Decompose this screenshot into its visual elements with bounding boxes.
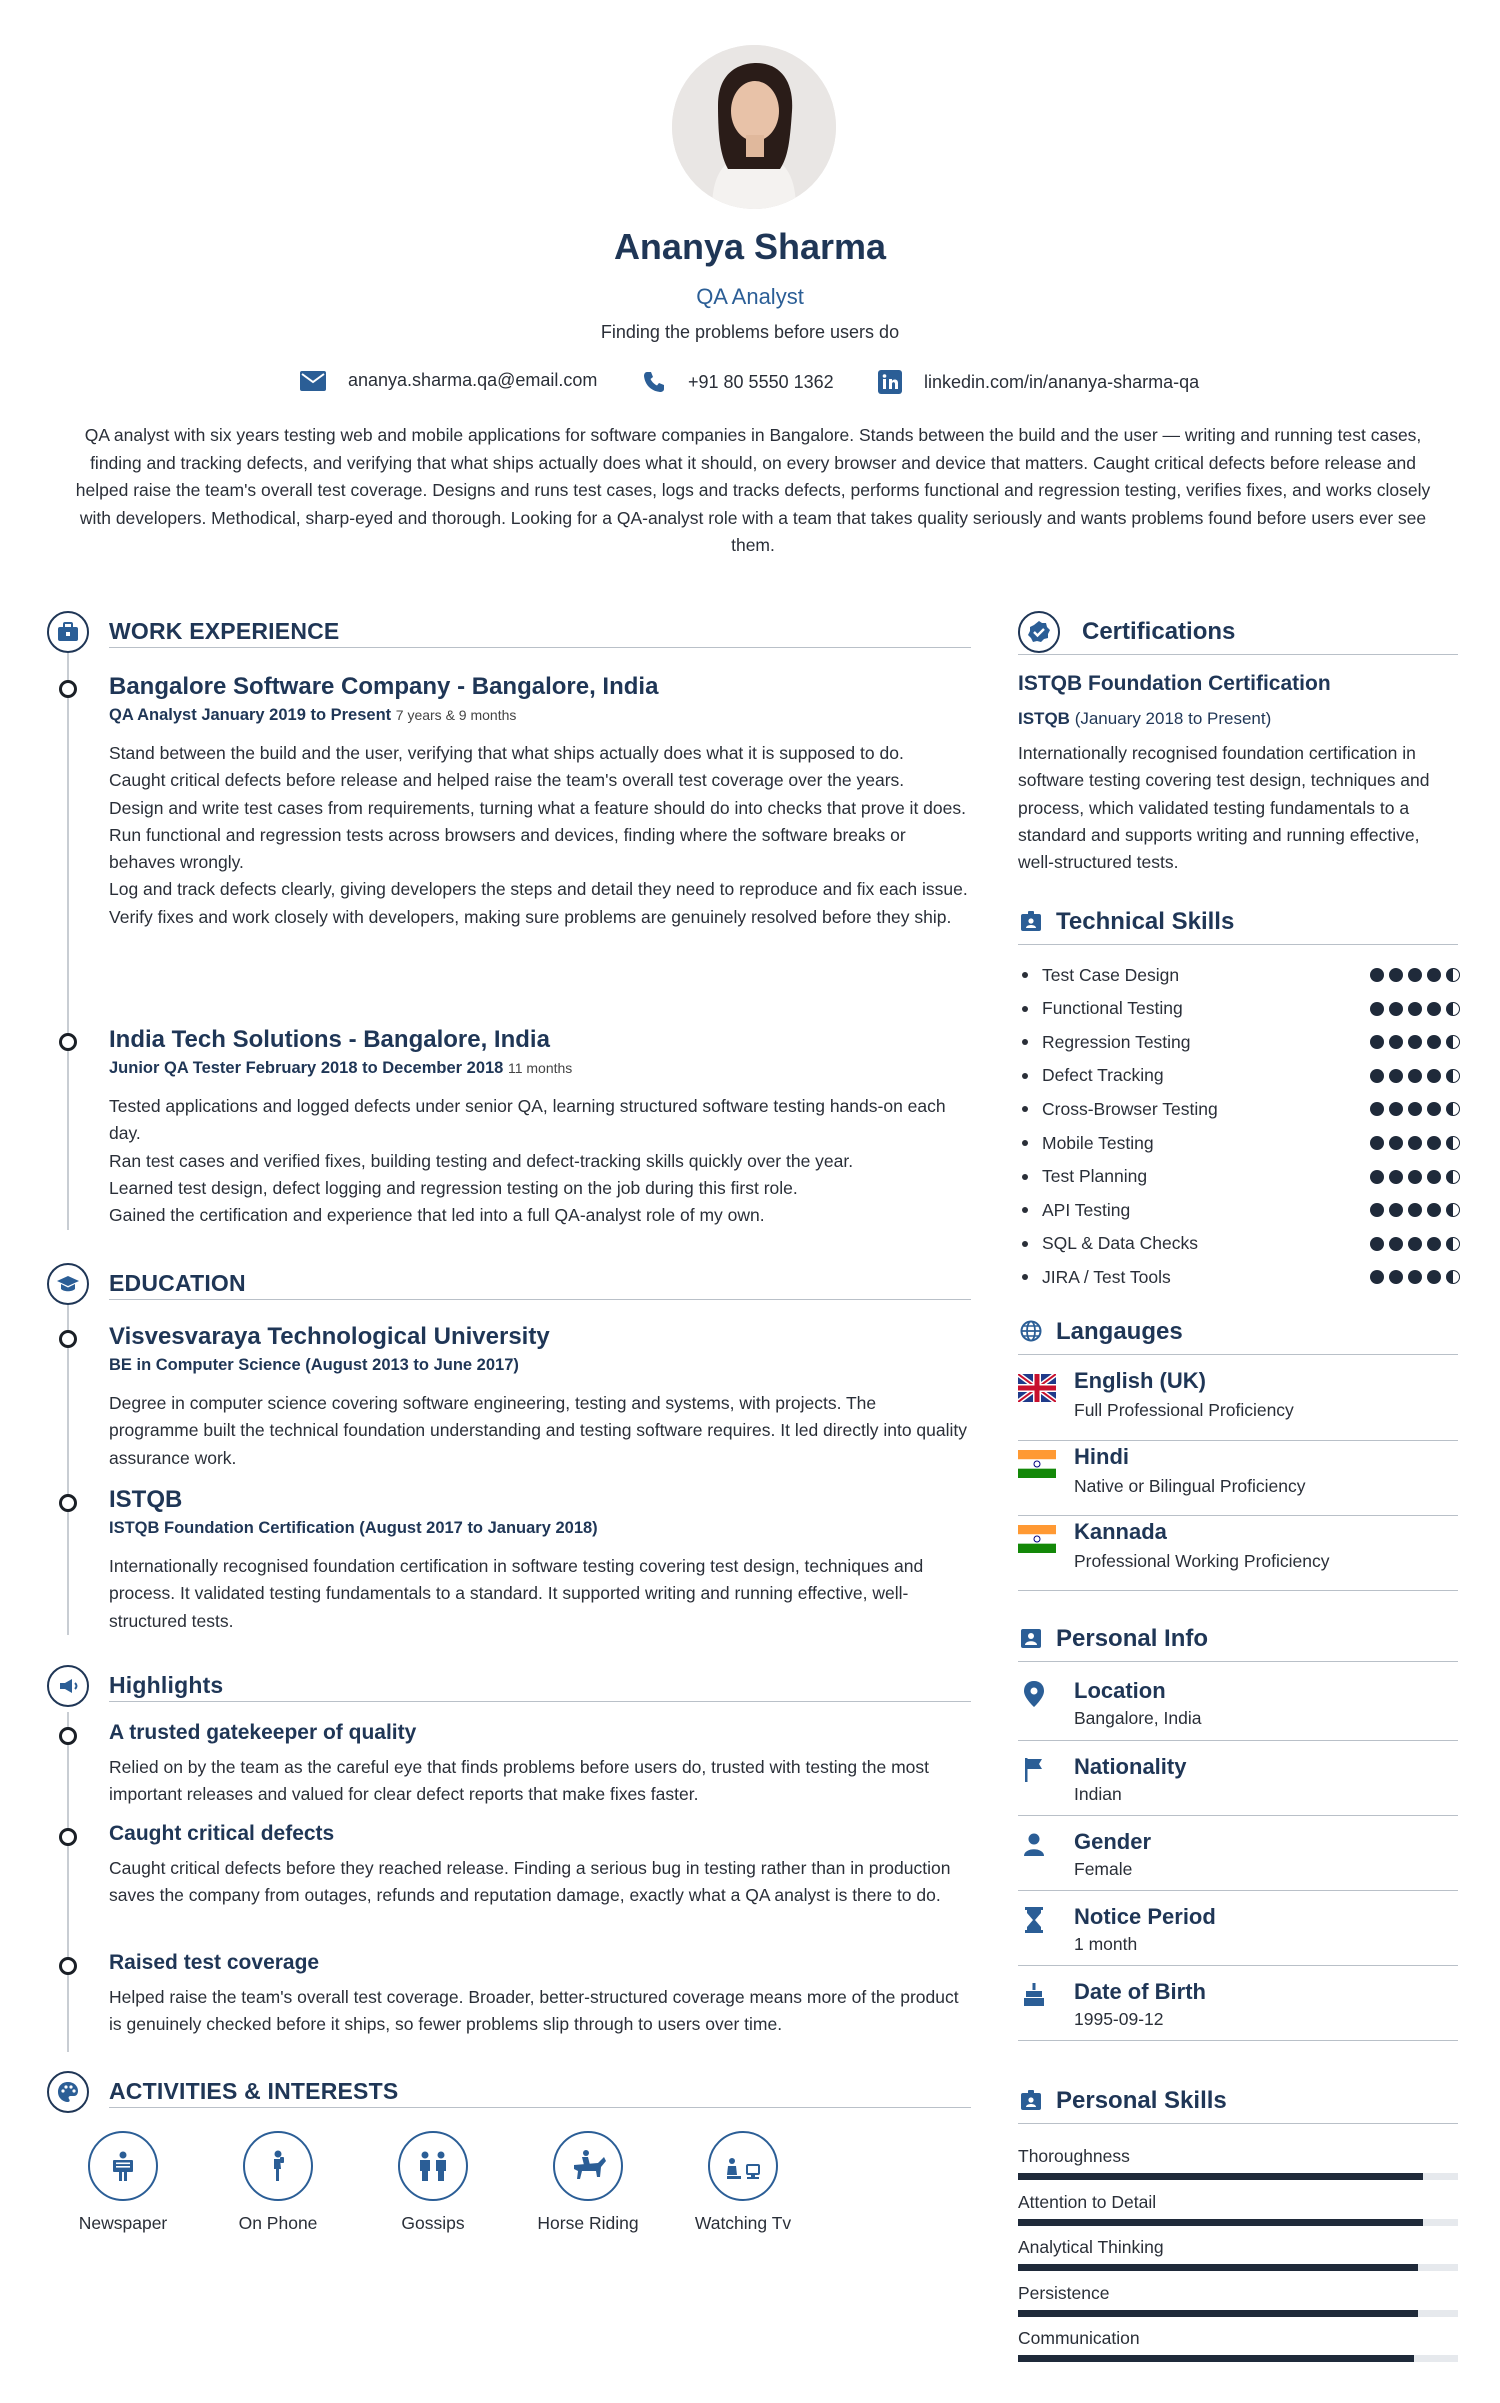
job-duration: 11 months <box>507 1060 573 1076</box>
personal-info-key: Gender <box>1074 1829 1152 1854</box>
activity-item <box>208 2131 348 2234</box>
highlight-title: A trusted gatekeeper of quality <box>109 1721 417 1744</box>
rating-dot <box>1408 1170 1422 1184</box>
rating-dot <box>1446 1203 1460 1217</box>
tech-skill-name: Cross-Browser Testing <box>1042 1098 1218 1119</box>
rating-dot <box>1389 968 1403 982</box>
skill-bar <box>1018 2173 1458 2180</box>
skill-bar-fill <box>1018 2264 1418 2271</box>
rating-dot <box>1446 1035 1460 1049</box>
bullet <box>1022 1039 1028 1045</box>
personal-info-heading: Personal Info <box>1056 1625 1209 1652</box>
certification-dates: (January 2018 to Present) <box>1074 709 1272 728</box>
languages-heading: Langauges <box>1056 1318 1183 1345</box>
tech-skill-name: Regression Testing <box>1042 1031 1191 1052</box>
bullet <box>1022 1207 1028 1213</box>
job-company: India Tech Solutions - Bangalore, India <box>109 1026 550 1053</box>
education-divider <box>109 1299 971 1300</box>
personal-info-row-divider <box>1018 1740 1458 1741</box>
work-divider <box>109 647 971 648</box>
personal-info-row-divider <box>1018 1965 1458 1966</box>
india-flag-icon <box>1018 1450 1056 1478</box>
skill-rating <box>1365 1270 1460 1284</box>
certification-issuer: ISTQB <box>1018 709 1070 728</box>
tech-skill-item <box>1022 1262 1462 1292</box>
education-description: Degree in computer science covering software engineering, testing and systems, with projects. The programme built the technical foundation understanding and testing software requires. It led directly into quality assurance work. <box>109 1393 967 1468</box>
certification-name: ISTQB Foundation Certification <box>1018 672 1331 695</box>
rating-dot <box>1370 1136 1384 1150</box>
activity-label: Gossips <box>401 2213 465 2233</box>
languages-divider <box>1018 1354 1458 1355</box>
email-text: ananya.sharma.qa@email.com <box>348 370 598 390</box>
email-icon <box>300 371 326 391</box>
personal-info-value: Bangalore, India <box>1074 1708 1202 1728</box>
rating-dot <box>1427 1203 1441 1217</box>
certification-description: Internationally recognised foundation certification in software testing covering test design, techniques and process, which validated testing fundamentals to a standard and supports writing and running effective, well-structured tests. <box>1018 743 1430 873</box>
rating-dot <box>1446 1170 1460 1184</box>
personal-skill-name: Attention to Detail <box>1018 2191 1157 2212</box>
rating-dot <box>1389 1069 1403 1083</box>
skill-rating <box>1365 1035 1460 1049</box>
skill-rating <box>1365 1237 1460 1251</box>
personal-info-value: Female <box>1074 1859 1133 1879</box>
degree-dates: (August 2017 to January 2018) <box>359 1519 598 1537</box>
briefcase-icon <box>47 611 89 653</box>
personal-skill-item <box>1018 2328 1458 2362</box>
skill-bar <box>1018 2355 1458 2362</box>
personal-skills-heading: Personal Skills <box>1056 2087 1227 2114</box>
rating-dot <box>1370 1237 1384 1251</box>
person-icon <box>1022 1831 1046 1859</box>
tv-icon <box>723 2149 763 2183</box>
personal-skill-item <box>1018 2146 1458 2180</box>
personal-info-row-divider <box>1018 1815 1458 1816</box>
skill-rating <box>1365 1002 1460 1016</box>
job-line: Run functional and regression tests across browsers and devices, finding where the software breaks or behaves wrongly. <box>109 824 906 873</box>
rating-dot <box>1370 1203 1384 1217</box>
rating-dot <box>1408 1136 1422 1150</box>
bullet <box>1022 1106 1028 1112</box>
language-divider <box>1018 1515 1458 1516</box>
skill-rating <box>1365 1136 1460 1150</box>
skill-bar-fill <box>1018 2355 1414 2362</box>
linkedin-contact[interactable] <box>878 370 1199 394</box>
job-role: QA Analyst <box>109 706 197 724</box>
rating-dot <box>1446 1102 1460 1116</box>
personal-info-item <box>1018 1754 1458 1814</box>
activity-label: On Phone <box>238 2213 318 2233</box>
highlight-description: Relied on by the team as the careful eye that finds problems before users do, trusted with testing the most important releases and valued for clear defect reports that make fixes faster. <box>109 1757 930 1805</box>
degree-line <box>109 1519 598 1538</box>
rating-dot <box>1389 1237 1403 1251</box>
rating-dot <box>1370 968 1384 982</box>
summary: QA analyst with six years testing web and mobile applications for software companies in Bangalore. Stands between the build and the user — writing and running test cases, finding and tracking defects, and verifying that what ships actually does what it should, on every browser and device that matters. Caught critical defects before release and helped raise the team's overall test coverage. Designs and runs test cases, logs and tracks defects, performs functional and regression testing, verifies fixes, and works closely with developers. Methodical, sharp-eyed and thorough. Looking for a QA-analyst role with a team that takes quality seriously and wants problems found before users ever see them. <box>75 425 1431 555</box>
rating-dot <box>1389 1170 1403 1184</box>
globe-icon <box>1020 1320 1042 1342</box>
rating-dot <box>1389 1002 1403 1016</box>
rating-dot <box>1408 1069 1422 1083</box>
school-name: ISTQB <box>109 1486 183 1513</box>
personal-skill-name: Persistence <box>1018 2282 1110 2303</box>
job-line: Stand between the build and the user, verifying that what ships actually does what it is supposed to do. <box>109 743 904 763</box>
phone-text: +91 80 5550 1362 <box>688 371 834 392</box>
job-line: Caught critical defects before release and helped raise the team's overall test coverage over the years. <box>109 770 905 791</box>
contact-bar <box>0 370 1500 400</box>
rating-dot <box>1370 1170 1384 1184</box>
rating-dot <box>1389 1136 1403 1150</box>
bullet <box>1022 1274 1028 1280</box>
skill-rating <box>1365 1069 1460 1083</box>
activities-heading: ACTIVITIES & INTERESTS <box>109 2078 399 2104</box>
language-divider <box>1018 1440 1458 1441</box>
activity-item <box>53 2131 193 2234</box>
work-timeline <box>67 640 69 1230</box>
language-item <box>1018 1519 1458 1581</box>
cake-icon <box>1022 1981 1046 2009</box>
tech-skill-name: Defect Tracking <box>1042 1065 1164 1086</box>
personal-skill-item <box>1018 2237 1458 2271</box>
contact-card-icon <box>1020 1627 1042 1649</box>
education-description: Internationally recognised foundation certification in software testing covering test design, techniques and process. It validated testing fundamentals to a standard. It supported writing and running effective, well-structured tests. <box>109 1556 924 1631</box>
highlights-divider <box>109 1701 971 1702</box>
tech-skill-name: Test Case Design <box>1042 964 1180 985</box>
language-name: English (UK) <box>1074 1368 1206 1393</box>
timeline-dot <box>59 1494 77 1512</box>
degree-dates: (August 2013 to June 2017) <box>305 1356 519 1374</box>
personal-info-item <box>1018 1979 1458 2039</box>
personal-skill-name: Analytical Thinking <box>1018 2237 1164 2257</box>
location-pin-icon <box>1022 1680 1046 1708</box>
personal-info-row-divider <box>1018 2040 1458 2041</box>
timeline-dot <box>59 1330 77 1348</box>
skill-bar <box>1018 2264 1458 2271</box>
activity-label: Horse Riding <box>537 2213 639 2233</box>
bullet <box>1022 1006 1028 1012</box>
job-role-line <box>109 706 516 725</box>
personal-info-key: Location <box>1074 1678 1166 1703</box>
personal-info-value: 1 month <box>1074 1934 1138 1954</box>
personal-skill-name: Thoroughness <box>1018 2146 1130 2166</box>
timeline-dot <box>59 1033 77 1051</box>
work-heading: WORK EXPERIENCE <box>109 618 340 644</box>
skill-rating <box>1365 1203 1460 1217</box>
personal-info-divider <box>1018 1661 1458 1662</box>
personal-info-item <box>1018 1678 1458 1738</box>
phone-contact[interactable] <box>642 370 834 394</box>
degree: BE in Computer Science <box>109 1356 301 1374</box>
job-dates: February 2018 to December 2018 <box>245 1059 504 1077</box>
tech-skill-item <box>1022 960 1462 990</box>
personal-info-key: Nationality <box>1074 1754 1187 1779</box>
personal-skill-item <box>1018 2192 1458 2226</box>
phone-icon <box>642 370 666 394</box>
tech-skill-name: API Testing <box>1042 1199 1131 1220</box>
tech-skills-heading: Technical Skills <box>1056 908 1235 935</box>
tech-skill-item <box>1022 1195 1462 1225</box>
job-line: Tested applications and logged defects under senior QA, learning structured software testing hands-on each day. <box>109 1096 946 1144</box>
highlight-title: Caught critical defects <box>109 1822 335 1845</box>
highlights-heading: Highlights <box>109 1672 224 1698</box>
job-company: Bangalore Software Company - Bangalore, India <box>109 673 659 700</box>
tech-skill-name: Functional Testing <box>1042 998 1183 1019</box>
tech-skill-item <box>1022 994 1462 1024</box>
skill-rating <box>1365 968 1460 982</box>
rating-dot <box>1408 1035 1422 1049</box>
hourglass-icon <box>1022 1906 1046 1934</box>
language-level: Professional Working Proficiency <box>1074 1551 1330 1571</box>
activity-item <box>673 2131 813 2234</box>
timeline-dot <box>59 1727 77 1745</box>
rating-dot <box>1446 1069 1460 1083</box>
rating-dot <box>1427 1102 1441 1116</box>
bullet <box>1022 1174 1028 1180</box>
uk-flag-icon <box>1018 1374 1056 1402</box>
activities-divider <box>109 2107 971 2108</box>
job-role-line <box>109 1059 572 1078</box>
linkedin-text: linkedin.com/in/ananya-sharma-qa <box>924 371 1200 392</box>
rating-dot <box>1427 1035 1441 1049</box>
language-item <box>1018 1368 1458 1430</box>
rating-dot <box>1389 1035 1403 1049</box>
rating-dot <box>1370 1002 1384 1016</box>
horse-riding-icon <box>568 2149 608 2183</box>
personal-info-value: 1995-09-12 <box>1074 2009 1164 2029</box>
language-level: Full Professional Proficiency <box>1074 1400 1294 1420</box>
language-name: Hindi <box>1074 1444 1129 1469</box>
rating-dot <box>1427 1002 1441 1016</box>
language-item <box>1018 1444 1458 1506</box>
rating-dot <box>1446 1270 1460 1284</box>
rating-dot <box>1370 1069 1384 1083</box>
language-level: Native or Bilingual Proficiency <box>1074 1476 1306 1496</box>
megaphone-icon <box>47 1665 89 1707</box>
tech-skill-name: JIRA / Test Tools <box>1042 1266 1171 1287</box>
rating-dot <box>1446 1136 1460 1150</box>
rating-dot <box>1389 1203 1403 1217</box>
tech-skill-item <box>1022 1229 1462 1259</box>
school-name: Visvesvaraya Technological University <box>109 1323 550 1350</box>
personal-info-key: Notice Period <box>1074 1904 1216 1929</box>
tech-skill-item <box>1022 1094 1462 1124</box>
job-line: Learned test design, defect logging and regression testing on the job during this first role. <box>109 1177 798 1198</box>
certifications-divider <box>1018 654 1458 655</box>
flag-icon <box>1022 1756 1046 1784</box>
skill-bar-fill <box>1018 2310 1418 2317</box>
personal-info-row-divider <box>1018 1890 1458 1891</box>
highlights-timeline <box>67 1712 69 2052</box>
tech-skill-name: Mobile Testing <box>1042 1132 1154 1153</box>
personal-info-key: Date of Birth <box>1074 1979 1206 2004</box>
skill-rating <box>1365 1170 1460 1184</box>
timeline-dot <box>59 680 77 698</box>
rating-dot <box>1408 1203 1422 1217</box>
job-role: Junior QA Tester <box>109 1059 242 1077</box>
graduation-cap-icon <box>47 1263 89 1305</box>
avatar <box>672 45 836 209</box>
education-heading: EDUCATION <box>109 1270 246 1296</box>
rating-dot <box>1446 968 1460 982</box>
activity-label: Watching Tv <box>694 2213 792 2233</box>
bullet <box>1022 1073 1028 1079</box>
personal-skill-name: Communication <box>1018 2328 1140 2348</box>
rating-dot <box>1389 1270 1403 1284</box>
timeline-dot <box>59 1957 77 1975</box>
degree: ISTQB Foundation Certification <box>109 1519 355 1537</box>
rating-dot <box>1408 1102 1422 1116</box>
rating-dot <box>1408 1237 1422 1251</box>
certification-issuer-line <box>1018 709 1271 729</box>
candidate-name: Ananya Sharma <box>613 226 887 267</box>
rating-dot <box>1408 968 1422 982</box>
rating-dot <box>1370 1270 1384 1284</box>
id-badge-icon <box>1020 2089 1042 2111</box>
personal-info-value: Indian <box>1074 1784 1122 1804</box>
india-flag-icon <box>1018 1525 1056 1553</box>
skill-bar <box>1018 2310 1458 2317</box>
job-line: Gained the certification and experience that led into a full QA-analyst role of my own. <box>109 1205 765 1226</box>
activity-item <box>363 2131 503 2234</box>
timeline-dot <box>59 1828 77 1846</box>
tech-skill-item <box>1022 1061 1462 1091</box>
bullet <box>1022 1241 1028 1247</box>
skill-bar-fill <box>1018 2173 1423 2180</box>
job-description <box>109 1093 969 1229</box>
job-duration: 7 years & 9 months <box>395 707 517 723</box>
personal-info-item <box>1018 1904 1458 1964</box>
job-line: Design and write test cases from requirements, turning what a feature should do into checks that prove it does. <box>109 797 966 818</box>
certifications-heading: Certifications <box>1082 618 1236 645</box>
palette-icon <box>47 2071 89 2113</box>
linkedin-icon <box>878 370 902 394</box>
rating-dot <box>1408 1270 1422 1284</box>
tech-skill-name: SQL & Data Checks <box>1042 1233 1198 1254</box>
rating-dot <box>1370 1035 1384 1049</box>
tech-skill-item <box>1022 1162 1462 1192</box>
highlight-description: Caught critical defects before they reached release. Finding a serious bug in testing rather than in production saves the company from outages, refunds and reputation damage, exactly what a QA analyst is there to do. <box>109 1858 951 1906</box>
skill-bar <box>1018 2219 1458 2226</box>
id-badge-icon <box>1020 910 1042 932</box>
activity-item <box>518 2131 658 2234</box>
skill-bar-fill <box>1018 2219 1423 2226</box>
job-dates: January 2019 to Present <box>201 706 392 724</box>
rating-dot <box>1427 1069 1441 1083</box>
personal-info-item <box>1018 1829 1458 1889</box>
rating-dot <box>1427 1170 1441 1184</box>
language-name: Kannada <box>1074 1519 1167 1544</box>
highlight-description: Helped raise the team's overall test coverage. Broader, better-structured coverage means more of the product is genuinely checked before it ships, so fewer problems slip through to users over time. <box>109 1987 959 2035</box>
tech-skills-divider <box>1018 944 1458 945</box>
rating-dot <box>1427 968 1441 982</box>
tech-skill-name: Test Planning <box>1042 1166 1148 1187</box>
job-line: Log and track defects clearly, giving developers the steps and detail they need to reproduce and fix each issue. <box>109 879 968 900</box>
activity-label: Newspaper <box>78 2213 168 2233</box>
bullet <box>1022 972 1028 978</box>
tech-skill-item <box>1022 1128 1462 1158</box>
personal-skills-divider <box>1018 2123 1458 2124</box>
newspaper-icon <box>106 2149 140 2183</box>
rating-dot <box>1427 1136 1441 1150</box>
email-contact[interactable] <box>300 370 597 391</box>
job-line: Verify fixes and work closely with developers, making sure problems are genuinely resolved before they ship. <box>109 906 952 927</box>
tagline: Finding the problems before users do <box>600 322 900 342</box>
job-description <box>109 740 969 931</box>
certificate-badge-icon <box>1018 611 1060 653</box>
phone-person-icon <box>261 2149 295 2183</box>
gossip-icon <box>413 2149 453 2183</box>
rating-dot <box>1408 1002 1422 1016</box>
rating-dot <box>1427 1270 1441 1284</box>
rating-dot <box>1446 1002 1460 1016</box>
rating-dot <box>1446 1237 1460 1251</box>
tech-skill-item <box>1022 1027 1462 1057</box>
personal-skill-item <box>1018 2283 1458 2317</box>
language-divider <box>1018 1590 1458 1591</box>
job-title: QA Analyst <box>696 284 804 309</box>
rating-dot <box>1389 1102 1403 1116</box>
job-line: Ran test cases and verified fixes, building testing and defect-tracking skills quickly over the year. <box>109 1150 854 1171</box>
skill-rating <box>1365 1102 1460 1116</box>
highlight-title: Raised test coverage <box>109 1951 320 1974</box>
rating-dot <box>1370 1102 1384 1116</box>
degree-line <box>109 1356 519 1375</box>
bullet <box>1022 1140 1028 1146</box>
rating-dot <box>1427 1237 1441 1251</box>
